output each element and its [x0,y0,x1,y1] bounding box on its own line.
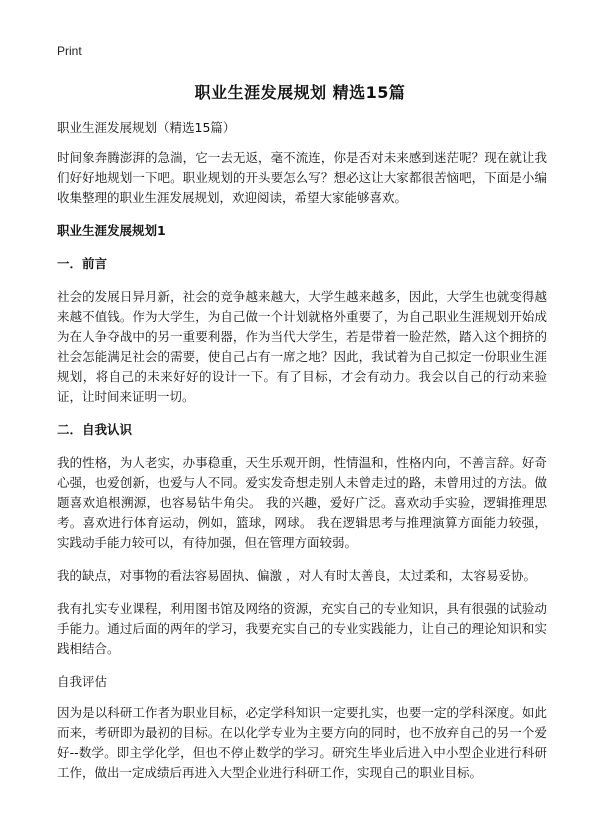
self-eval-heading: 自我评估 [57,674,108,689]
part2-paragraph-3: 我有扎实专业课程，利用图书馆及网络的资源，充实自己的专业知识，具有很强的试验动手能力。通过后面的两年的学习，我要充实自己的专业实践能力，让自己的理论知识和实践相结合。 [57,601,547,656]
self-eval-paragraph: 因为是以科研工作者为职业目标，必定学科知识一定要扎实，也要一定的学科深度。如此而来，考研即为最初的目标。在以化学专业为主要方向的同时，也不放弃自己的另一个爱好--数学。即主学化学，但也不停止数学的学习。研究生毕业后进入中小型企业进行科研工作，做出一定成绩后再进入大型企业进行科研工作，实现自己的职业目标。 [57,705,547,780]
section-heading: 职业生涯发展规划1 [57,223,166,238]
document-subtitle: 职业生涯发展规划（精选15篇） [57,120,236,135]
part1-heading: 一．前言 [57,256,108,271]
print-link[interactable]: Print [57,44,82,58]
part2-paragraph-2: 我的缺点，对事物的看法容易固执、偏激 ，对人有时太善良，太过柔和，太容易妥协。 [57,568,536,583]
part1-paragraph: 社会的发展日异月新，社会的竞争越来越大，大学生越来越多，因此，大学生也就变得越来越不值钱。作为大学生，为自己做一个计划就格外重要了，为自己职业生涯规划开始成为在人争夺战中的另一重要利器，作为当代大学生，若是带着一脸茫然，踏入这个拥挤的社会怎能满足社会的需要，使自己占有一席之地？因此，我试着为自己拟定一份职业生涯规划，将自己的未来好好的设计一下。有了目标，才会有动力。我会以自己的行动来验证，让时间来证明一切。 [57,289,547,404]
part2-paragraph-1: 我的性格，为人老实，办事稳重，天生乐观开朗，性情温和，性格内向，不善言辞。好奇心强，也爱创新，也爱与人不同。爱实发奇想走别人未曾走过的路，未曾用过的方法。做题喜欢追根溯源，也容易钻牛角尖。 我的兴趣，爱好广泛。喜欢动手实验，逻辑推理思考。喜欢进行体育运动，例如，篮球，网球。 我在逻辑思考与推理演算方面能力较强，实践动手能力较可以，有待加强，但在管理方面较弱。 [57,455,547,550]
document-body [57,118,547,796]
page-title: 职业生涯发展规划 精选15篇 [194,83,406,102]
intro-paragraph: 时间象奔腾澎湃的急湍，它一去无返，毫不流连，你是否对未来感到迷茫呢？现在就让我们好好地规划一下吧。职业规划的开头要怎么写？想必这让大家都很苦恼吧，下面是小编收集整理的职业生涯发展规划，欢迎阅读，希望大家能够喜欢。 [57,150,547,205]
part2-heading: 二．自我认识 [57,422,133,437]
